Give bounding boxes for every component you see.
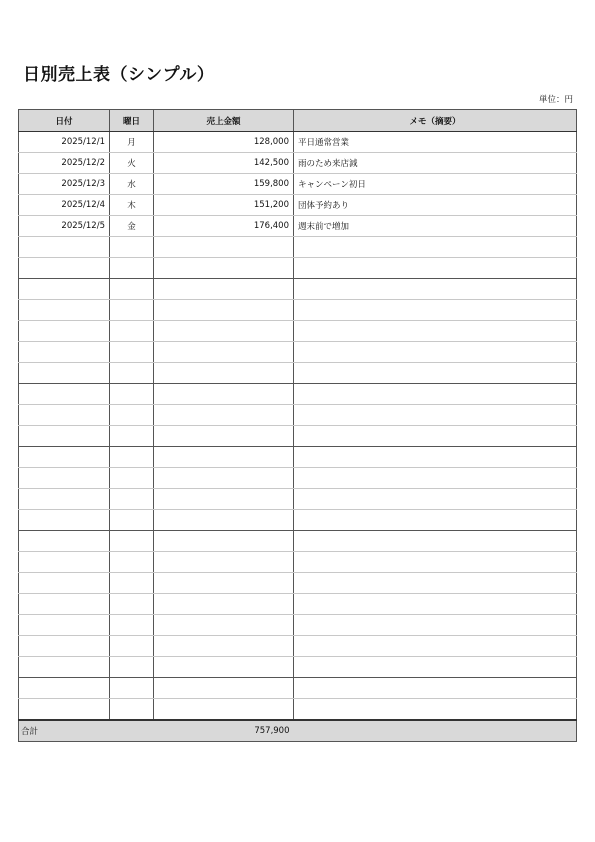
date-cell[interactable] — [19, 237, 110, 258]
table-row[interactable] — [19, 363, 577, 384]
date-cell[interactable] — [19, 552, 110, 573]
weekday-cell[interactable] — [110, 426, 154, 447]
table-row[interactable] — [19, 468, 577, 489]
date-cell[interactable] — [19, 489, 110, 510]
weekday-cell[interactable] — [110, 279, 154, 300]
weekday-cell[interactable] — [110, 468, 154, 489]
amount-cell[interactable] — [154, 237, 294, 258]
memo-cell[interactable] — [294, 678, 577, 699]
amount-cell[interactable] — [154, 468, 294, 489]
date-cell[interactable] — [19, 531, 110, 552]
table-row[interactable] — [19, 300, 577, 321]
weekday-cell[interactable] — [110, 321, 154, 342]
weekday-cell[interactable] — [110, 384, 154, 405]
date-cell[interactable] — [19, 426, 110, 447]
table-row[interactable] — [19, 216, 577, 237]
table-row[interactable] — [19, 615, 577, 636]
date-cell[interactable] — [19, 573, 110, 594]
total-blank-cell — [110, 720, 154, 742]
date-cell[interactable] — [19, 300, 110, 321]
header-memo: メモ（摘要） — [294, 110, 577, 132]
table-row[interactable] — [19, 657, 577, 678]
memo-cell[interactable] — [294, 552, 577, 573]
amount-cell[interactable] — [154, 384, 294, 405]
total-row — [19, 720, 577, 742]
table-row[interactable] — [19, 279, 577, 300]
table-row[interactable] — [19, 384, 577, 405]
date-cell[interactable] — [19, 363, 110, 384]
weekday-cell[interactable] — [110, 531, 154, 552]
amount-cell[interactable] — [154, 594, 294, 615]
amount-cell[interactable] — [154, 279, 294, 300]
memo-cell[interactable] — [294, 594, 577, 615]
amount-cell[interactable] — [154, 300, 294, 321]
memo-cell[interactable] — [294, 426, 577, 447]
amount-cell[interactable] — [154, 426, 294, 447]
memo-cell[interactable]: 平日通常営業 — [294, 132, 577, 153]
table-row[interactable] — [19, 531, 577, 552]
date-cell[interactable]: 2025/12/2 — [19, 153, 110, 174]
memo-cell[interactable]: キャンペーン初日 — [294, 174, 577, 195]
unit-label: 単位：円 — [538, 95, 573, 105]
amount-cell[interactable] — [154, 258, 294, 279]
memo-cell[interactable] — [294, 699, 577, 721]
memo-cell[interactable] — [294, 636, 577, 657]
table-row[interactable] — [19, 237, 577, 258]
header-sales-amount: 売上金額 — [154, 110, 294, 132]
memo-cell[interactable] — [294, 300, 577, 321]
date-cell[interactable] — [19, 510, 110, 531]
weekday-cell[interactable] — [110, 699, 154, 721]
weekday-cell[interactable]: 木 — [110, 195, 154, 216]
sales-table — [18, 109, 577, 742]
weekday-cell[interactable] — [110, 342, 154, 363]
memo-cell[interactable] — [294, 321, 577, 342]
date-cell[interactable]: 2025/12/4 — [19, 195, 110, 216]
date-cell[interactable] — [19, 657, 110, 678]
amount-cell[interactable] — [154, 342, 294, 363]
date-cell[interactable] — [19, 678, 110, 699]
memo-cell[interactable]: 週末前で増加 — [294, 216, 577, 237]
memo-cell[interactable] — [294, 615, 577, 636]
weekday-cell[interactable] — [110, 363, 154, 384]
date-cell[interactable] — [19, 615, 110, 636]
header-date: 日付 — [19, 110, 110, 132]
amount-cell[interactable] — [154, 615, 294, 636]
weekday-cell[interactable] — [110, 657, 154, 678]
table-row[interactable] — [19, 342, 577, 363]
memo-cell[interactable] — [294, 237, 577, 258]
table-row[interactable] — [19, 132, 577, 153]
amount-cell[interactable] — [154, 573, 294, 594]
memo-cell[interactable]: 団体予約あり — [294, 195, 577, 216]
memo-cell[interactable] — [294, 657, 577, 678]
date-cell[interactable] — [19, 258, 110, 279]
amount-cell[interactable] — [154, 321, 294, 342]
weekday-cell[interactable] — [110, 615, 154, 636]
amount-cell[interactable] — [154, 678, 294, 699]
table-row[interactable] — [19, 636, 577, 657]
weekday-cell[interactable] — [110, 258, 154, 279]
table-row[interactable] — [19, 258, 577, 279]
table-row[interactable] — [19, 573, 577, 594]
amount-cell[interactable]: 142,500 — [154, 153, 294, 174]
amount-cell[interactable] — [154, 657, 294, 678]
amount-cell[interactable]: 159,800 — [154, 174, 294, 195]
amount-cell[interactable] — [154, 531, 294, 552]
weekday-cell[interactable] — [110, 447, 154, 468]
table-row[interactable] — [19, 510, 577, 531]
table-row[interactable] — [19, 195, 577, 216]
memo-cell[interactable] — [294, 279, 577, 300]
total-label: 合計 — [19, 720, 110, 742]
total-memo-cell — [294, 720, 577, 742]
table-row[interactable] — [19, 678, 577, 699]
date-cell[interactable] — [19, 384, 110, 405]
amount-cell[interactable] — [154, 699, 294, 721]
amount-cell[interactable] — [154, 405, 294, 426]
weekday-cell[interactable] — [110, 510, 154, 531]
memo-cell[interactable] — [294, 363, 577, 384]
table-row[interactable] — [19, 552, 577, 573]
table-row[interactable] — [19, 699, 577, 721]
weekday-cell[interactable]: 火 — [110, 153, 154, 174]
table-row[interactable] — [19, 405, 577, 426]
page-title: 日別売上表（シンプル） — [23, 65, 215, 85]
weekday-cell[interactable] — [110, 552, 154, 573]
date-cell[interactable]: 2025/12/3 — [19, 174, 110, 195]
memo-cell[interactable] — [294, 405, 577, 426]
date-cell[interactable] — [19, 405, 110, 426]
amount-cell[interactable] — [154, 510, 294, 531]
weekday-cell[interactable] — [110, 594, 154, 615]
total-amount: 757,900 — [154, 720, 294, 742]
weekday-cell[interactable] — [110, 489, 154, 510]
date-cell[interactable] — [19, 279, 110, 300]
weekday-cell[interactable] — [110, 678, 154, 699]
memo-cell[interactable]: 雨のため来店減 — [294, 153, 577, 174]
date-cell[interactable] — [19, 447, 110, 468]
memo-cell[interactable] — [294, 531, 577, 552]
amount-cell[interactable] — [154, 447, 294, 468]
header-weekday: 曜日 — [110, 110, 154, 132]
amount-cell[interactable]: 128,000 — [154, 132, 294, 153]
table-row[interactable] — [19, 447, 577, 468]
table-header-row — [19, 110, 577, 132]
date-cell[interactable] — [19, 321, 110, 342]
weekday-cell[interactable] — [110, 405, 154, 426]
weekday-cell[interactable] — [110, 300, 154, 321]
date-cell[interactable] — [19, 468, 110, 489]
memo-cell[interactable] — [294, 489, 577, 510]
table-row[interactable] — [19, 489, 577, 510]
amount-cell[interactable]: 176,400 — [154, 216, 294, 237]
table-row[interactable] — [19, 174, 577, 195]
amount-cell[interactable] — [154, 363, 294, 384]
memo-cell[interactable] — [294, 342, 577, 363]
amount-cell[interactable]: 151,200 — [154, 195, 294, 216]
table-row[interactable] — [19, 321, 577, 342]
memo-cell[interactable] — [294, 510, 577, 531]
table-row[interactable] — [19, 426, 577, 447]
table-row[interactable] — [19, 594, 577, 615]
memo-cell[interactable] — [294, 384, 577, 405]
weekday-cell[interactable] — [110, 573, 154, 594]
date-cell[interactable] — [19, 636, 110, 657]
amount-cell[interactable] — [154, 636, 294, 657]
amount-cell[interactable] — [154, 489, 294, 510]
date-cell[interactable] — [19, 699, 110, 721]
amount-cell[interactable] — [154, 552, 294, 573]
date-cell[interactable] — [19, 594, 110, 615]
table-row[interactable] — [19, 153, 577, 174]
weekday-cell[interactable] — [110, 636, 154, 657]
weekday-cell[interactable]: 金 — [110, 216, 154, 237]
memo-cell[interactable] — [294, 258, 577, 279]
memo-cell[interactable] — [294, 573, 577, 594]
date-cell[interactable]: 2025/12/1 — [19, 132, 110, 153]
date-cell[interactable]: 2025/12/5 — [19, 216, 110, 237]
memo-cell[interactable] — [294, 447, 577, 468]
table-body — [19, 132, 577, 721]
memo-cell[interactable] — [294, 468, 577, 489]
weekday-cell[interactable]: 水 — [110, 174, 154, 195]
weekday-cell[interactable] — [110, 237, 154, 258]
date-cell[interactable] — [19, 342, 110, 363]
weekday-cell[interactable]: 月 — [110, 132, 154, 153]
